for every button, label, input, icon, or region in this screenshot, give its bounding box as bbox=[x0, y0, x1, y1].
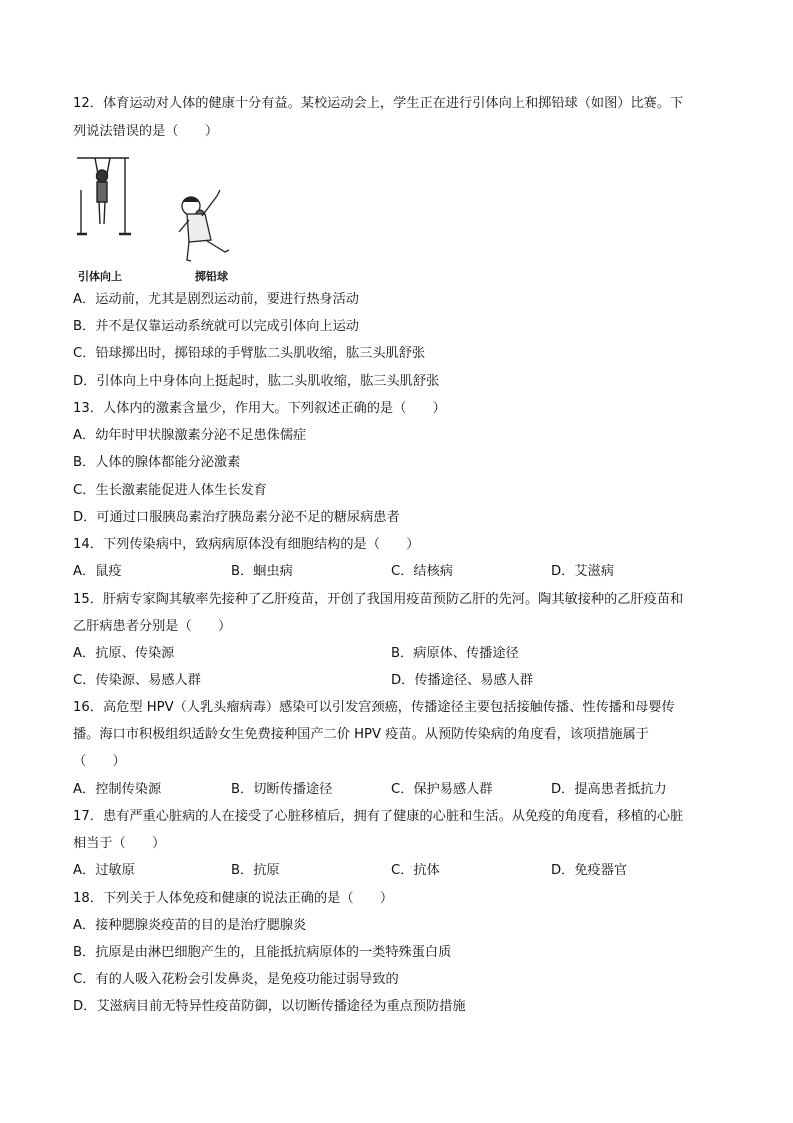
q17-option-a: A．过敏原 bbox=[73, 863, 135, 878]
q18-option-c: C．有的人吸入花粉会引发鼻炎，是免疫功能过弱导致的 bbox=[73, 972, 399, 987]
q12-option-d: D．引体向上中身体向上挺起时，肱二头肌收缩，肱三头肌舒张 bbox=[73, 374, 440, 389]
caption-shot-put: 掷铅球 bbox=[195, 270, 228, 283]
q18-option-a: A．接种腮腺炎疫苗的目的是治疗腮腺炎 bbox=[73, 918, 307, 933]
q18-option-d: D．艾滋病目前无特异性疫苗防御，以切断传播途径为重点预防措施 bbox=[73, 999, 466, 1014]
q17-option-d: D．免疫器官 bbox=[551, 863, 628, 878]
q15-option-c: C．传染源、易感人群 bbox=[73, 673, 201, 688]
q13-option-b: B．人体的腺体都能分泌激素 bbox=[73, 455, 241, 470]
q18-stem: 18．下列关于人体免疫和健康的说法正确的是（ ） bbox=[73, 891, 394, 906]
q14-option-a: A．鼠疫 bbox=[73, 564, 122, 579]
q13-stem: 13．人体内的激素含量少，作用大。下列叙述正确的是（ ） bbox=[73, 401, 446, 416]
q14-option-d: D．艾滋病 bbox=[551, 564, 614, 579]
q12-option-a: A．运动前，尤其是剧烈运动前，要进行热身活动 bbox=[73, 292, 359, 307]
q13-option-a: A．幼年时甲状腺激素分泌不足患侏儒症 bbox=[73, 428, 307, 443]
q16-stem-line3: （ ） bbox=[73, 754, 126, 769]
q15-option-a: A．抗原、传染源 bbox=[73, 646, 175, 661]
q16-stem-line2: 播。海口市积极组织适龄女生免费接种国产二价 HPV 疫苗。从预防传染病的角度看，该项措施属于 bbox=[73, 727, 649, 742]
sports-illustration bbox=[73, 150, 253, 285]
q12-option-c: C．铅球掷出时，掷铅球的手臂肱二头肌收缩，肱三头肌舒张 bbox=[73, 346, 426, 361]
q16-option-b: B．切断传播途径 bbox=[231, 782, 333, 797]
q16-option-d: D．提高患者抵抗力 bbox=[551, 782, 667, 797]
q15-stem-line1: 15．肝病专家陶其敏率先接种了乙肝疫苗，开创了我国用疫苗预防乙肝的先河。陶其敏接种的乙肝疫苗和 bbox=[73, 592, 684, 607]
q17-stem-line1: 17．患有严重心脏病的人在接受了心脏移植后，拥有了健康的心脏和生活。从免疫的角度看，移植的心脏 bbox=[73, 809, 684, 824]
shot-put-figure bbox=[179, 190, 229, 261]
q12-figure bbox=[73, 150, 253, 285]
q18-option-b: B．抗原是由淋巴细胞产生的，且能抵抗病原体的一类特殊蛋白质 bbox=[73, 945, 452, 960]
q14-stem: 14．下列传染病中，致病病原体没有细胞结构的是（ ） bbox=[73, 537, 420, 552]
q12-stem-line2: 列说法错误的是（ ） bbox=[73, 124, 219, 139]
q13-option-d: D．可通过口服胰岛素治疗胰岛素分泌不足的糖尿病患者 bbox=[73, 510, 400, 525]
q14-option-c: C．结核病 bbox=[391, 564, 453, 579]
q17-stem-line2: 相当于（ ） bbox=[73, 836, 166, 851]
q15-option-d: D．传播途径、易感人群 bbox=[391, 673, 534, 688]
pull-up-figure bbox=[77, 158, 131, 234]
q17-option-c: C．抗体 bbox=[391, 863, 440, 878]
q12-stem-line1: 12．体育运动对人体的健康十分有益。某校运动会上，学生正在进行引体向上和掷铅球（如图）比赛。下 bbox=[73, 96, 684, 111]
q14-option-b: B．蛔虫病 bbox=[231, 564, 293, 579]
q15-stem-line2: 乙肝病患者分别是（ ） bbox=[73, 619, 232, 634]
caption-pull-up: 引体向上 bbox=[78, 270, 122, 283]
q12-option-b: B．并不是仅靠运动系统就可以完成引体向上运动 bbox=[73, 319, 359, 334]
q17-option-b: B．抗原 bbox=[231, 863, 280, 878]
q16-stem-line1: 16．高危型 HPV（人乳头瘤病毒）感染可以引发宫颈癌，传播途径主要包括接触传播、性传播和母婴传 bbox=[73, 700, 675, 715]
q16-option-a: A．控制传染源 bbox=[73, 782, 162, 797]
q16-option-c: C．保护易感人群 bbox=[391, 782, 493, 797]
q15-option-b: B．病原体、传播途径 bbox=[391, 646, 519, 661]
q13-option-c: C．生长激素能促进人体生长发育 bbox=[73, 483, 267, 498]
